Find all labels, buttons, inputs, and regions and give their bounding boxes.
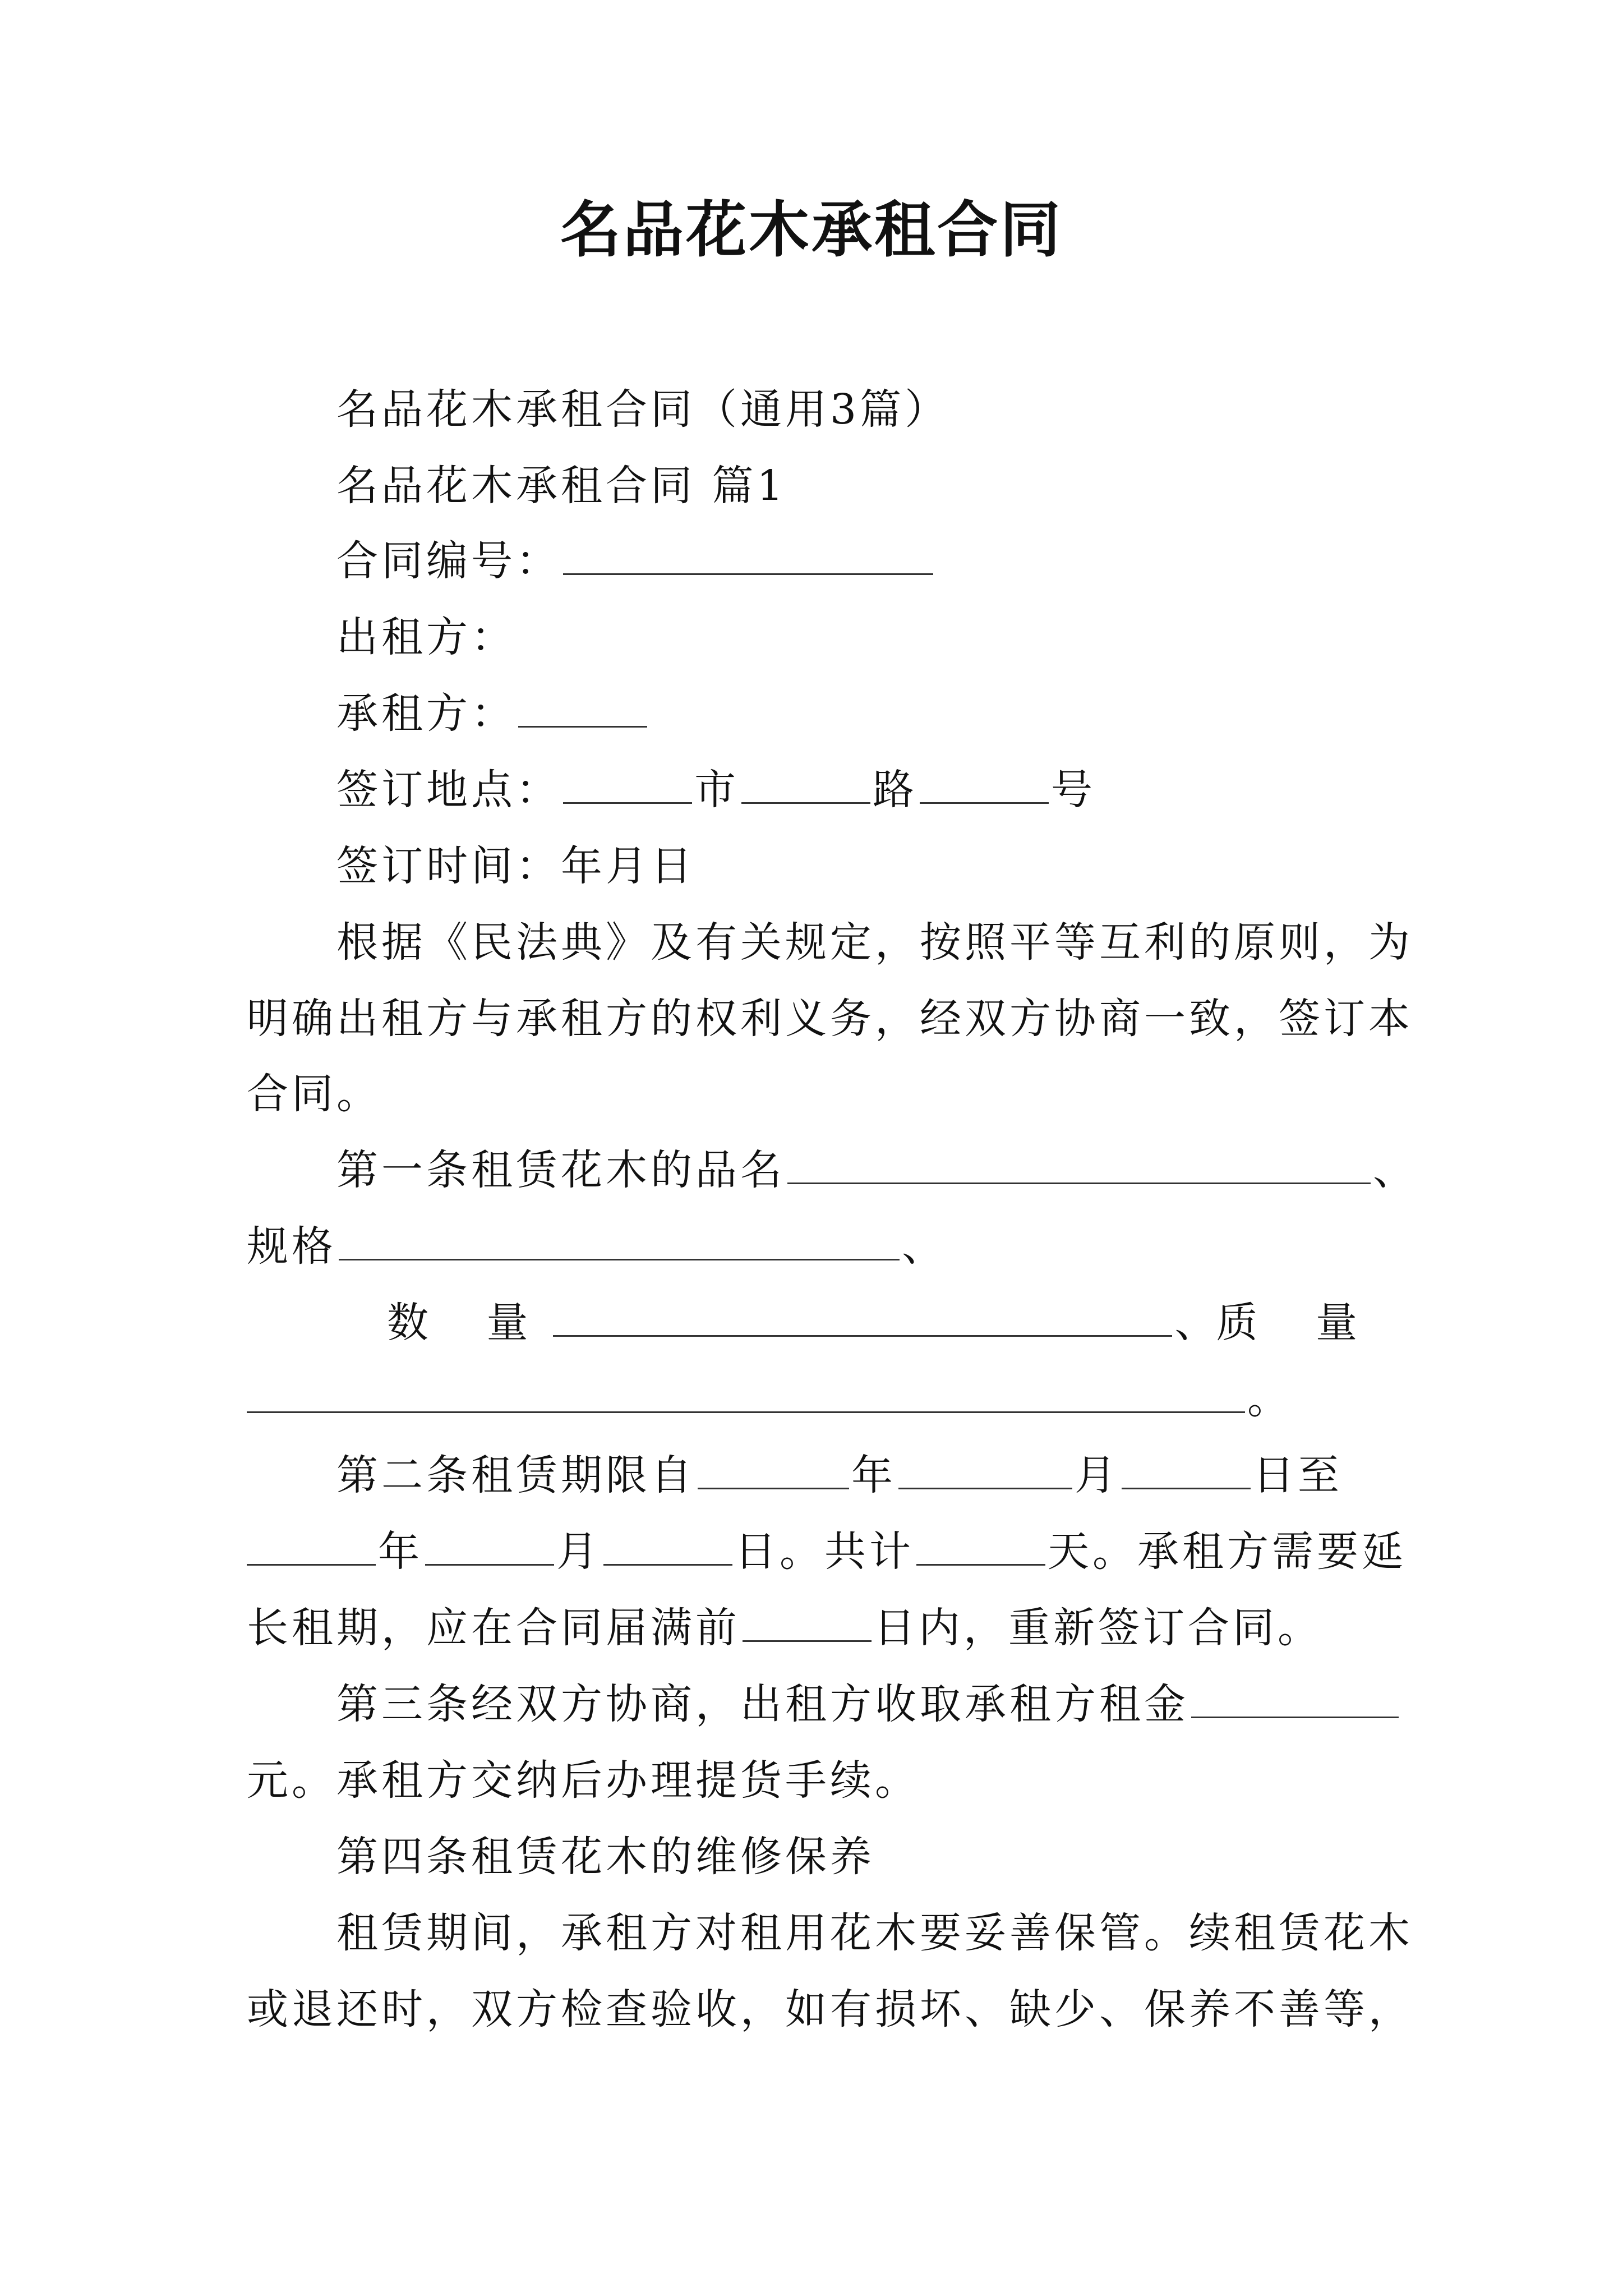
article-1-quality-label: 质 量 [1216,1299,1380,1347]
end-year-label: 年 [378,1527,423,1576]
end-year-blank [247,1525,376,1566]
article-1-spec-label: 规格 [247,1222,336,1271]
start-month-label: 月 [1075,1451,1119,1499]
article-2-line-2 [247,1524,1407,1580]
article-1-end: 。 [1247,1375,1292,1423]
end-month-blank [425,1525,554,1566]
intro-line-2: 明确出租方与承租方的权利义务，经双方协商一致，签订本 [247,995,1413,1043]
signing-date-line: 签订时间：年月日 [336,842,695,890]
article-1-separator: 、 [1373,1146,1418,1194]
renewal-label: 长租期，应在合同届满前 [247,1604,740,1652]
article-1-quantity-blank [553,1296,1173,1337]
article-1-separator: 、 [1174,1299,1216,1347]
start-year-label: 年 [851,1451,896,1499]
subtitle-line: 名品花木承租合同（通用3篇） [336,385,950,434]
start-month-blank [898,1448,1072,1489]
article-3-line-2: 元。承租方交纳后办理提货手续。 [247,1756,920,1805]
article-2-line-3 [247,1600,1322,1656]
article-1-line-3 [247,1295,1380,1351]
article-1-name-blank [787,1143,1371,1184]
document-title: 名品花木承租合同 [560,195,1063,265]
article-1-separator: 、 [902,1222,947,1271]
number-label: 号 [1051,766,1096,814]
article-4-line-2: 或退还时，双方检查验收，如有损坏、缺少、保养不善等， [247,1985,1413,2033]
rent-amount-blank [1191,1677,1399,1718]
start-year-blank [698,1448,849,1489]
lessee-label: 承租方： [336,689,516,738]
road-label: 路 [873,766,917,814]
end-month-label: 月 [556,1527,601,1576]
end-day-blank [603,1525,732,1566]
article-3-line-1 [336,1676,1401,1732]
lessee-blank [518,687,647,728]
article-1-line-4 [247,1371,1292,1427]
article-2-line-1 [336,1447,1343,1503]
part-heading: 名品花木承租合同 篇1 [336,462,787,510]
intro-line-3: 合同。 [247,1070,381,1118]
article-1-name-label: 第一条租赁花木的品名 [336,1146,785,1194]
start-day-label: 日至 [1253,1451,1343,1499]
road-blank [741,763,870,804]
contract-number-label: 合同编号： [336,537,561,585]
renewal-days-blank [743,1601,872,1642]
contract-number-blank [563,534,933,575]
total-days-blank [916,1525,1045,1566]
contract-number-line [336,533,935,589]
article-1-line-2 [247,1218,947,1274]
city-label: 市 [694,766,739,814]
article-2-tail: 天。承租方需要延 [1048,1527,1407,1576]
renewal-tail: 日内，重新签订合同。 [874,1604,1322,1652]
city-blank [563,763,692,804]
article-2-label: 第二条租赁期限自 [336,1451,695,1499]
article-1-quantity-label: 数 量 [387,1299,551,1347]
start-day-blank [1122,1448,1251,1489]
lessor-line: 出租方： [336,613,516,661]
article-4-line-1: 租赁期间，承租方对租用花木要妥善保管。续租赁花木 [336,1909,1413,1957]
article-1-quality-blank [247,1372,1245,1413]
signing-place-label: 签订地点： [336,766,561,814]
intro-line-1: 根据《民法典》及有关规定，按照平等互利的原则，为 [336,918,1413,967]
article-3-label: 第三条经双方协商，出租方收取承租方租金 [336,1680,1189,1728]
signing-place-line [336,762,1096,818]
total-label: 日。共计 [735,1527,914,1576]
lessee-line [336,685,649,742]
number-blank [920,763,1049,804]
article-1-spec-blank [339,1220,900,1260]
article-4-heading: 第四条租赁花木的维修保养 [336,1833,875,1881]
article-1-line-1 [336,1142,1418,1198]
